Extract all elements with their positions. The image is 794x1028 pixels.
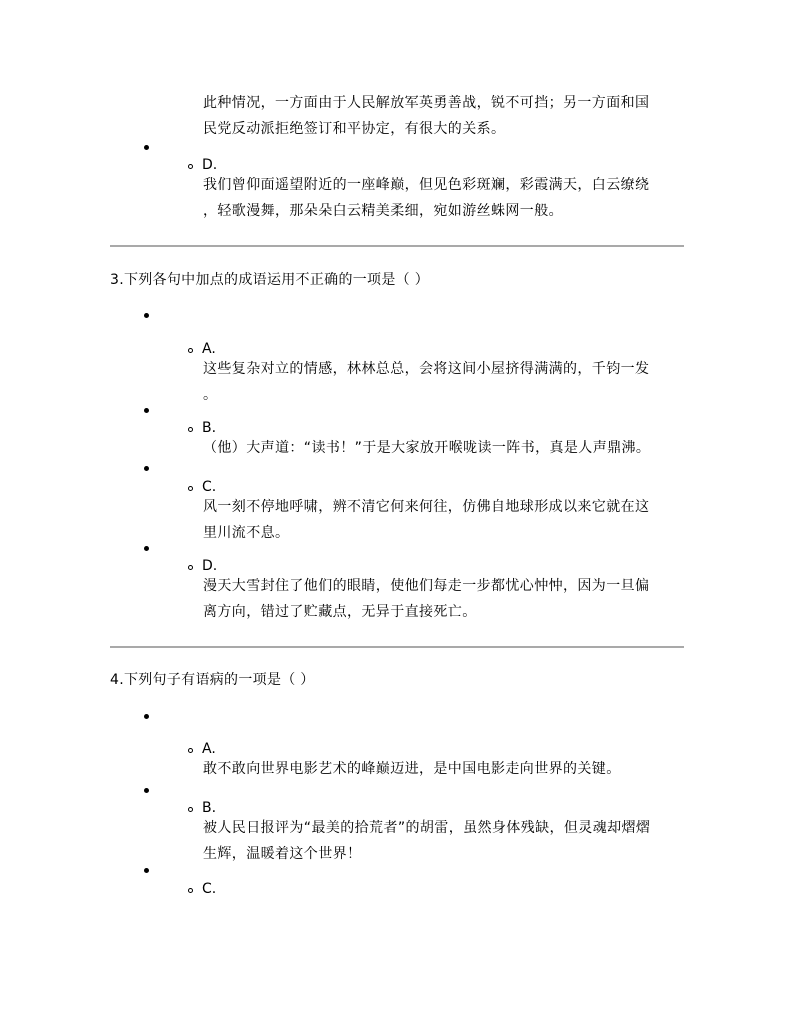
option-bullet bbox=[188, 565, 193, 570]
q2-option-d-line1: 我们曾仰面遥望附近的一座峰巅，但见色彩斑斓，彩霞满天，白云缭绕 bbox=[203, 177, 650, 193]
list-bullet bbox=[144, 546, 149, 551]
list-bullet bbox=[144, 466, 149, 471]
option-bullet bbox=[188, 427, 193, 432]
q3-option-a[interactable] bbox=[203, 356, 649, 408]
q4-question-text: 4.下列句子有语病的一项是（ ） bbox=[110, 672, 315, 688]
q2-option-d[interactable] bbox=[203, 172, 649, 224]
q3-option-b[interactable] bbox=[203, 435, 650, 461]
list-bullet bbox=[144, 714, 149, 719]
q4-option-b[interactable] bbox=[203, 815, 650, 867]
q4-option-c-label[interactable]: C. bbox=[202, 881, 217, 897]
q4-option-b-line1: 被人民日报评为“最美的拾荒者”的胡雷，虽然身体残缺，但灵魂却熠熠 bbox=[203, 820, 651, 836]
q3-option-d-label: D. bbox=[202, 558, 218, 574]
q3-option-b-label: B. bbox=[202, 420, 217, 436]
option-bullet bbox=[188, 348, 193, 353]
q3-option-a-label: A. bbox=[202, 341, 216, 357]
option-bullet bbox=[188, 807, 193, 812]
q3-option-c-line2: 里川流不息。 bbox=[203, 525, 290, 541]
question-divider bbox=[110, 646, 684, 648]
q3-option-b-line1: （他）大声道：“读书！”于是大家放开喉咙读一阵书，真是人声鼎沸。 bbox=[203, 440, 651, 456]
q3-option-c[interactable] bbox=[203, 494, 649, 546]
q3-option-a-line2: 。 bbox=[203, 387, 218, 403]
option-bullet bbox=[188, 486, 193, 491]
q3-option-c-label: C. bbox=[202, 479, 217, 495]
q2-option-d-line2: ，轻歌漫舞，那朵朵白云精美柔细，宛如游丝蛛网一般。 bbox=[203, 203, 563, 219]
option-bullet bbox=[188, 164, 193, 169]
q3-option-d-line2: 离方向，错过了贮藏点，无异于直接死亡。 bbox=[203, 604, 477, 620]
option-bullet bbox=[188, 748, 193, 753]
q3-option-d[interactable] bbox=[203, 573, 649, 625]
q4-option-b-line2: 生辉，温暖着这个世界！ bbox=[203, 846, 362, 862]
q4-option-a-line1: 敢不敢向世界电影艺术的峰巅迈进，是中国电影走向世界的关键。 bbox=[203, 761, 621, 777]
q4-option-a[interactable] bbox=[203, 756, 621, 782]
q3-option-a-line1: 这些复杂对立的情感，林林总总，会将这间小屋挤得满满的，千钧一发 bbox=[203, 361, 650, 377]
q4-option-b-label: B. bbox=[202, 800, 217, 816]
q2-option-c-line1: 此种情况，一方面由于人民解放军英勇善战，锐不可挡；另一方面和国 bbox=[203, 95, 650, 111]
q2-option-c-line2: 民党反动派拒绝签订和平协定，有很大的关系。 bbox=[203, 121, 506, 137]
q2-option-c-continued bbox=[203, 90, 649, 142]
question-divider bbox=[110, 245, 684, 247]
list-bullet bbox=[144, 313, 149, 318]
option-bullet bbox=[188, 888, 193, 893]
q3-option-c-line1: 风一刻不停地呼啸，辨不清它何来何往，仿佛自地球形成以来它就在这 bbox=[203, 499, 650, 515]
list-bullet bbox=[144, 868, 149, 873]
list-bullet bbox=[144, 788, 149, 793]
q3-option-d-line1: 漫天大雪封住了他们的眼睛，使他们每走一步都忧心忡忡，因为一旦偏 bbox=[203, 578, 650, 594]
list-bullet bbox=[144, 145, 149, 150]
q2-option-d-label: D. bbox=[202, 157, 218, 173]
q3-question-text: 3.下列各句中加点的成语运用不正确的一项是（ ） bbox=[110, 272, 430, 288]
list-bullet bbox=[144, 408, 149, 413]
q4-option-a-label: A. bbox=[202, 741, 216, 757]
